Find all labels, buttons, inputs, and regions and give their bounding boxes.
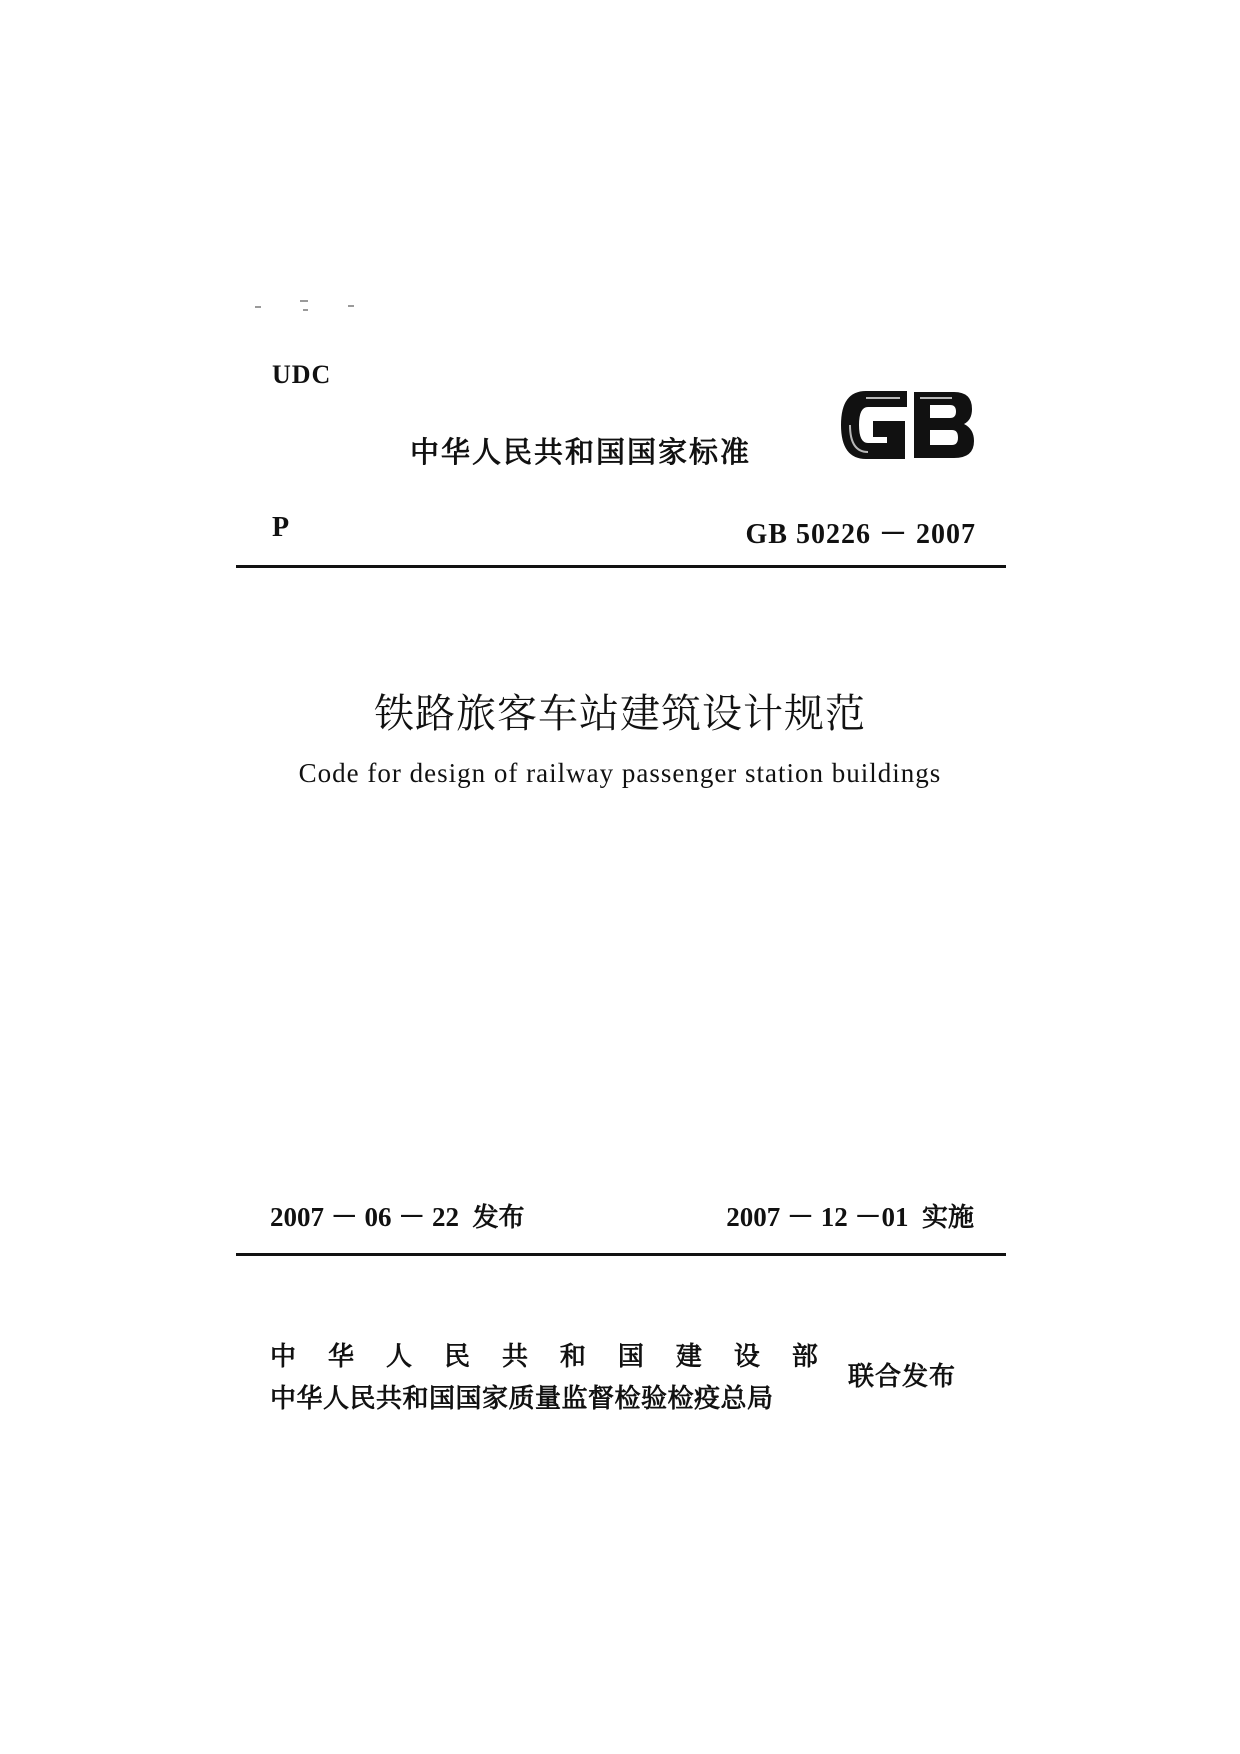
udc-label: UDC xyxy=(272,360,332,389)
publisher-char: 部 xyxy=(791,1342,818,1372)
publisher-char: 民 xyxy=(443,1342,470,1372)
joint-publish-label: 联合发布 xyxy=(848,1362,957,1392)
publisher-char: 共 xyxy=(501,1342,528,1372)
publisher-ministry xyxy=(270,1336,818,1373)
publisher-char: 设 xyxy=(733,1342,760,1372)
national-standard-title: 中华人民共和国国家标准 xyxy=(410,435,752,469)
top-divider xyxy=(236,565,1006,568)
issue-date: 2007 － 06 － 22 xyxy=(270,1202,459,1232)
issue-label: 发布 xyxy=(472,1203,525,1233)
publisher-char: 人 xyxy=(385,1342,412,1372)
standard-number: GB 50226 － 2007 xyxy=(745,519,976,550)
publisher-aqsiq: 中华人民共和国国家质量监督检验检疫总局 xyxy=(270,1384,774,1414)
bottom-divider xyxy=(236,1253,1006,1256)
implement-label: 实施 xyxy=(921,1203,974,1233)
publisher-char: 华 xyxy=(327,1342,354,1372)
document-title-english: Code for design of railway passenger station buildings xyxy=(298,758,942,788)
scan-artifact xyxy=(255,300,365,312)
publisher-char: 中 xyxy=(270,1342,297,1372)
implement-date: 2007 － 12 －01 xyxy=(726,1202,909,1232)
classification-code: P xyxy=(272,512,290,543)
document-title-chinese: 铁路旅客车站建筑设计规范 xyxy=(374,691,866,737)
publisher-char: 国 xyxy=(617,1342,644,1372)
issue-date-block xyxy=(270,1195,525,1234)
implement-date-block xyxy=(726,1195,974,1234)
publisher-char: 建 xyxy=(675,1342,702,1372)
gb-logo-icon xyxy=(836,384,978,466)
publisher-char: 和 xyxy=(559,1342,586,1372)
